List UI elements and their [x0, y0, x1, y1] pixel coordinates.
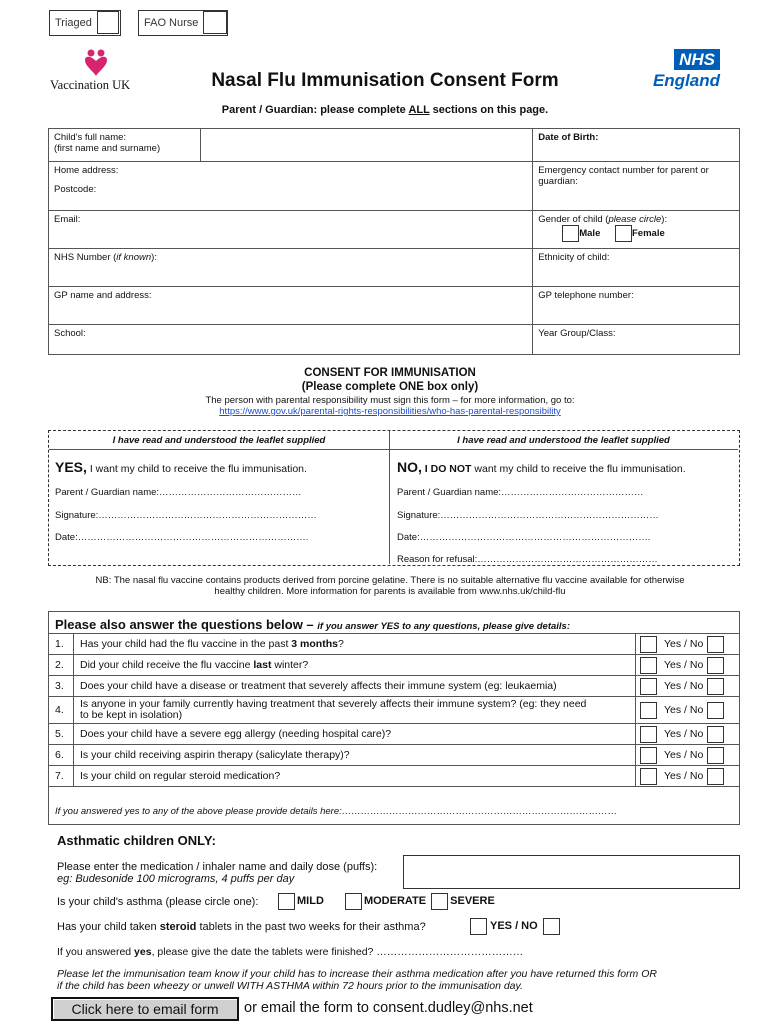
steroid-answer [470, 918, 560, 935]
question-number: 4. [49, 697, 74, 724]
question-text-part: last [253, 658, 272, 671]
question-row [49, 676, 740, 697]
yes-checkbox[interactable] [640, 678, 657, 695]
medication-example: eg: Budesonide 100 micrograms, 4 puffs per day [57, 873, 295, 885]
question-number: 3. [49, 676, 74, 697]
no-checkbox[interactable] [707, 726, 724, 743]
gender-field[interactable]: Gender of child (please circle): Male Female [533, 211, 740, 249]
questions-header [55, 616, 570, 634]
childs-name-label: Child's full name: (first name and surname) [49, 129, 201, 162]
no-checkbox[interactable] [707, 747, 724, 764]
childs-name-field[interactable] [200, 129, 532, 162]
porcine-gelatine-note [0, 575, 770, 597]
male-label: Male [579, 228, 601, 240]
question-number: 2. [49, 655, 74, 676]
consent-title: CONSENT FOR IMMUNISATION [304, 367, 476, 379]
question-text-part: winter? [271, 658, 309, 671]
questions-header-dash: – [302, 617, 318, 632]
questions-section [48, 611, 740, 825]
email-instructions: or email the form to consent.dudley@nhs.net [244, 1000, 533, 1016]
severity-options [278, 893, 495, 910]
no-checkbox[interactable] [707, 657, 724, 674]
yes-no-label: Yes / No [664, 703, 704, 716]
yes-no-label: Yes / No [664, 658, 704, 671]
yes-no-answer [636, 676, 740, 697]
parental-responsibility-link[interactable]: https://www.gov.uk/parental-rights-responsibilities/who-has-parental-responsibility [219, 406, 561, 417]
question-row [49, 697, 740, 724]
question-text [74, 655, 636, 676]
questions-header-text: Please also answer the questions below [55, 617, 303, 632]
fao-nurse-checkbox[interactable] [203, 11, 227, 34]
dob-field[interactable]: Date of Birth: [533, 129, 740, 162]
question-text-part: Does your child have a disease or treatment that severely affects their immune system (eg: leukaemia) [80, 679, 557, 692]
date-right[interactable]: Date:………………………………………………………………. [397, 532, 651, 543]
nhs-badge [674, 49, 720, 70]
nhs-number-field[interactable]: NHS Number (if known): [49, 249, 533, 287]
subtitle [0, 104, 770, 116]
medication-label [57, 861, 377, 885]
gp-phone-field[interactable]: GP telephone number: [533, 287, 740, 325]
asthma-note [57, 968, 657, 992]
question-text [74, 634, 636, 655]
question-text-part: Did your child receive the flu vaccine [80, 658, 254, 671]
england-text: England [652, 71, 720, 90]
medication-label-text: Please enter the medication / inhaler name and daily dose (puffs): [57, 861, 378, 873]
no-checkbox[interactable] [707, 768, 724, 785]
parent-name-right[interactable]: Parent / Guardian name:……………………………………… [397, 487, 644, 498]
consent-subtitle: (Please complete ONE box only) [301, 381, 479, 393]
no-word: NO, [397, 459, 422, 475]
triaged-checkbox[interactable] [97, 11, 119, 34]
questions-table [48, 633, 740, 787]
steroid-post: tablets in the past two weeks for their asthma? [196, 921, 426, 933]
finished-bold: yes [134, 946, 152, 958]
email-form-button[interactable] [51, 997, 239, 1021]
yes-checkbox[interactable] [640, 636, 657, 653]
question-number: 1. [49, 634, 74, 655]
no-checkbox[interactable] [707, 636, 724, 653]
page-title [0, 70, 770, 92]
yes-no-answer [636, 634, 740, 655]
title-text: Nasal Flu Immunisation Consent Form [211, 70, 559, 91]
email-field[interactable]: Email: [49, 211, 533, 249]
medication-input[interactable] [403, 855, 740, 889]
leaflet-rule [49, 449, 738, 450]
child-details-table [48, 128, 740, 355]
consent-note [0, 395, 770, 417]
severe-checkbox[interactable] [431, 893, 448, 910]
no-checkbox[interactable] [707, 678, 724, 695]
nb-line-2: healthy children. More information for parents is available from www.nhs.uk/child-flu [214, 586, 566, 597]
yes-no-label: Yes / No [664, 637, 704, 650]
subtitle-post: sections on this page. [429, 104, 549, 116]
asthma-note-line-1: Please let the immunisation team know if your child has to increase their asthma medication after you have returned this form OR [57, 968, 657, 980]
nhs-text: NHS [679, 50, 715, 69]
steroid-yes-no-label: YES / NO [490, 920, 538, 933]
yes-checkbox[interactable] [640, 768, 657, 785]
year-group-field[interactable]: Year Group/Class: [533, 325, 740, 355]
yes-checkbox[interactable] [640, 657, 657, 674]
question-row [49, 745, 740, 766]
yes-no-label: Yes / No [664, 679, 704, 692]
no-do-not: I DO NOT [421, 463, 472, 475]
question-text-part: 3 months [291, 637, 338, 650]
moderate-checkbox[interactable] [345, 893, 362, 910]
question-number: 7. [49, 766, 74, 787]
details-line[interactable]: If you answered yes to any of the above please provide details here:…………………………………………………………………………… [55, 806, 618, 817]
no-consent-option[interactable] [397, 459, 686, 475]
question-number: 5. [49, 724, 74, 745]
yes-checkbox[interactable] [640, 747, 657, 764]
nb-line-1: NB: The nasal flu vaccine contains products derived from porcine gelatine. There is no suitable alternative flu vaccine available for otherwise [95, 575, 685, 586]
steroid-bold: steroid [159, 921, 197, 933]
steroid-pre: Has your child taken [57, 921, 160, 933]
severity-label: Is your child's asthma (please circle one): [57, 896, 259, 908]
yes-no-answer [636, 724, 740, 745]
yes-consent-option[interactable] [55, 459, 307, 475]
question-text [74, 766, 636, 787]
yes-no-answer [636, 655, 740, 676]
asthma-heading: Asthmatic children ONLY: [57, 833, 216, 848]
question-text [74, 697, 636, 724]
male-checkbox[interactable] [562, 225, 579, 242]
question-text-part: Is your child receiving aspirin therapy (salicylate therapy)? [80, 748, 350, 761]
severity-row [57, 896, 258, 908]
subtitle-pre: Parent / Guardian: please complete [221, 104, 409, 116]
mild-checkbox[interactable] [278, 893, 295, 910]
yes-no-answer [636, 697, 740, 724]
asthma-note-line-2: if the child has been wheezy or unwell WITH ASTHMA within 72 hours prior to the immunisation day. [57, 980, 523, 992]
questions-header-note: if you answer YES to any questions, please give details: [317, 621, 570, 632]
subtitle-all: ALL [408, 104, 430, 116]
parent-name-left[interactable]: Parent / Guardian name:……………………………………… [55, 487, 302, 498]
signature-right[interactable]: Signature:…………………………………………………………… [397, 510, 659, 521]
consent-divider [389, 431, 390, 564]
school-field[interactable]: School: [49, 325, 533, 355]
finished-pre: If you answered [57, 946, 135, 958]
yes-checkbox[interactable] [640, 726, 657, 743]
question-text [74, 676, 636, 697]
question-row [49, 724, 740, 745]
female-checkbox[interactable] [615, 225, 632, 242]
consent-heading [0, 367, 770, 393]
signature-left[interactable]: Signature:…………………………………………………………… [55, 510, 317, 521]
leaflet-right: I have read and understood the leaflet supplied [457, 435, 670, 446]
fao-nurse-box [138, 10, 228, 36]
tablets-finished-question[interactable] [57, 946, 523, 958]
question-text-part: Does your child have a severe egg allergy (needing hospital care)? [80, 727, 392, 740]
mild-label: MILD [297, 895, 324, 908]
finished-post: , please give the date the tablets were finished? …………………………………… [151, 946, 524, 958]
consent-note-text: The person with parental responsibility must sign this form – for more information, go to: [205, 395, 575, 406]
question-text-part: Has your child had the flu vaccine in the past [80, 637, 292, 650]
question-text [74, 724, 636, 745]
yes-checkbox[interactable] [640, 702, 657, 719]
triaged-box [49, 10, 121, 36]
home-address-field[interactable]: Home address: Postcode: [49, 162, 533, 211]
question-text-part: Is anyone in your family currently having treatment that severely affects their immune system? (eg: they need to be kept in isolation) [80, 698, 587, 721]
yes-no-label: Yes / No [664, 727, 704, 740]
question-row [49, 766, 740, 787]
steroid-no-checkbox[interactable] [543, 918, 560, 935]
yes-no-answer [636, 766, 740, 787]
date-left[interactable]: Date:………………………………………………………………. [55, 532, 309, 543]
gp-name-field[interactable]: GP name and address: [49, 287, 533, 325]
triaged-label: Triaged [55, 17, 92, 29]
email-form-button-label: Click here to email form [71, 1001, 219, 1017]
steroid-question [57, 921, 426, 933]
yes-no-label: Yes / No [664, 769, 704, 782]
severe-label: SEVERE [450, 895, 495, 908]
moderate-label: MODERATE [363, 895, 427, 908]
refusal-reason[interactable]: Reason for refusal:………………………………………………… [397, 554, 658, 565]
vaccination-uk-text: Vaccination UK [50, 78, 131, 92]
question-number: 6. [49, 745, 74, 766]
question-text-part: ? [337, 637, 344, 650]
question-text-part: Is your child on regular steroid medication? [80, 769, 281, 782]
yes-no-label: Yes / No [664, 748, 704, 761]
emergency-contact-field[interactable]: Emergency contact number for parent or guardian: [533, 162, 740, 211]
question-text [74, 745, 636, 766]
question-row [49, 655, 740, 676]
female-label: Female [632, 228, 665, 240]
consent-box [48, 430, 740, 566]
yes-word: YES, [55, 459, 87, 475]
question-row [49, 634, 740, 655]
steroid-yes-checkbox[interactable] [470, 918, 487, 935]
no-checkbox[interactable] [707, 702, 724, 719]
fao-nurse-label: FAO Nurse [144, 17, 199, 29]
yes-text: I want my child to receive the flu immunisation. [86, 463, 307, 475]
ethnicity-field[interactable]: Ethnicity of child: [533, 249, 740, 287]
yes-no-answer [636, 745, 740, 766]
leaflet-left: I have read and understood the leaflet supplied [112, 435, 326, 446]
no-text: want my child to receive the flu immunisation. [471, 463, 686, 475]
